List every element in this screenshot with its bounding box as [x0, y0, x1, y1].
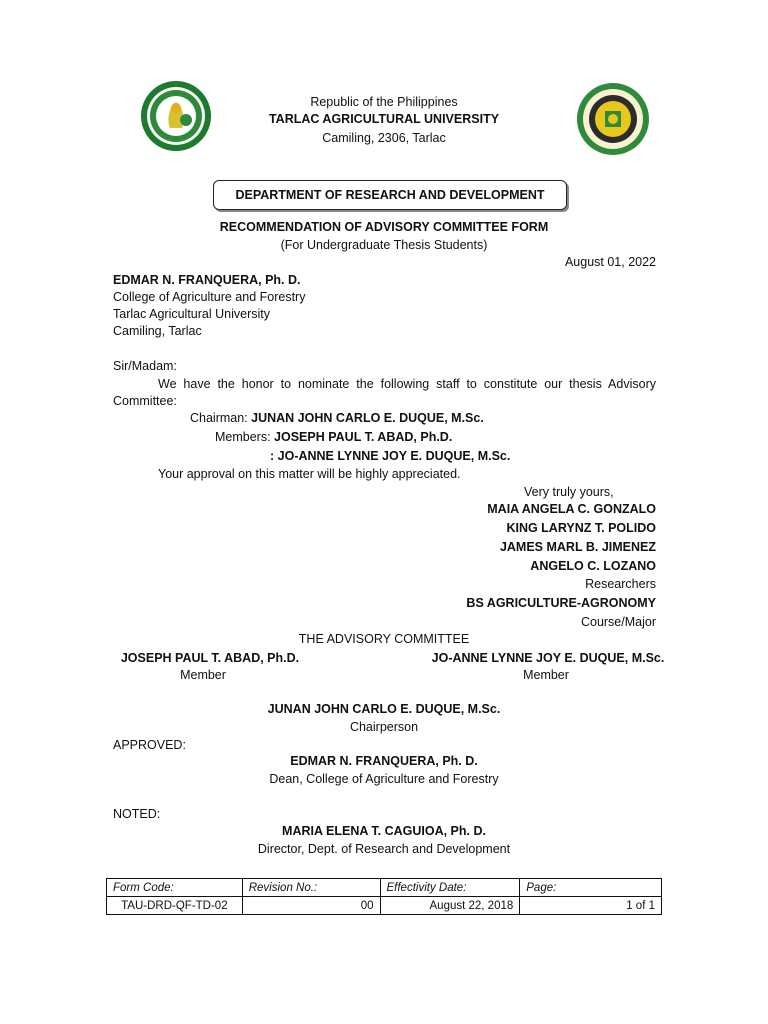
form-code-header: Form Code:	[107, 879, 243, 897]
body-paragraph: We have the honor to nominate the following staff to constitute our thesis Advisory	[158, 377, 656, 391]
department-box: DEPARTMENT OF RESEARCH AND DEVELOPMENT	[213, 180, 567, 210]
recipient-name: EDMAR N. FRANQUERA, Ph. D.	[113, 273, 301, 287]
committee-heading: THE ADVISORY COMMITTEE	[298, 632, 470, 646]
table-header-row	[107, 879, 662, 897]
committee-member-left-label: Member	[180, 668, 226, 682]
researcher-2: KING LARYNZ T. POLIDO	[506, 521, 656, 535]
member-2-name: JO-ANNE LYNNE JOY E. DUQUE, M.Sc.	[277, 449, 511, 463]
researchers-label: Researchers	[585, 577, 656, 591]
revision-value: 00	[242, 897, 380, 915]
header-republic: Republic of the Philippines	[310, 95, 458, 109]
page-value: 1 of 1	[520, 897, 662, 915]
approved-title: Dean, College of Agriculture and Forestry	[269, 772, 499, 786]
researcher-4: ANGELO C. LOZANO	[530, 559, 656, 573]
approved-label: APPROVED:	[113, 738, 186, 752]
members-label: Members:	[215, 430, 275, 444]
researcher-3: JAMES MARL B. JIMENEZ	[499, 540, 656, 554]
letter-date: August 01, 2022	[564, 255, 656, 269]
member-1-name: JOSEPH PAUL T. ABAD, Ph.D.	[274, 430, 453, 444]
form-subtitle: (For Undergraduate Thesis Students)	[280, 238, 488, 252]
member-2-line	[270, 449, 510, 463]
recipient-university: Tarlac Agricultural University	[113, 307, 270, 321]
committee-member-right-label: Member	[523, 668, 569, 682]
body-paragraph-cont: Committee:	[113, 394, 177, 408]
table-row	[107, 897, 662, 915]
header-university: TARLAC AGRICULTURAL UNIVERSITY	[268, 112, 500, 126]
chairman-name: JUNAN JOHN CARLO E. DUQUE, M.Sc.	[251, 411, 484, 425]
chairman-line	[190, 411, 484, 425]
form-code-value: TAU-DRD-QF-TD-02	[107, 897, 243, 915]
researcher-1: MAIA ANGELA C. GONZALO	[487, 502, 656, 516]
revision-header: Revision No.:	[242, 879, 380, 897]
chairman-label: Chairman:	[190, 411, 252, 425]
header-address: Camiling, 2306, Tarlac	[322, 131, 446, 145]
members-line	[215, 430, 452, 444]
form-info-table	[106, 878, 662, 915]
committee-chair-label: Chairperson	[349, 720, 419, 734]
closing-paragraph: Your approval on this matter will be highly appreciated.	[158, 467, 461, 481]
effectivity-value: August 22, 2018	[380, 897, 520, 915]
course-label: Course/Major	[580, 615, 656, 629]
committee-chair: JUNAN JOHN CARLO E. DUQUE, M.Sc.	[267, 702, 501, 716]
committee-member-right: JO-ANNE LYNNE JOY E. DUQUE, M.Sc.	[431, 651, 665, 665]
page-header: Page:	[520, 879, 662, 897]
closing-phrase: Very truly yours,	[524, 485, 614, 499]
noted-label: NOTED:	[113, 807, 161, 821]
noted-name: MARIA ELENA T. CAGUIOA, Ph. D.	[282, 824, 486, 838]
course-name: BS AGRICULTURE-AGRONOMY	[466, 596, 656, 610]
member-2-prefix: :	[270, 449, 278, 463]
form-title: RECOMMENDATION OF ADVISORY COMMITTEE FORM	[219, 220, 549, 234]
effectivity-header: Effectivity Date:	[380, 879, 520, 897]
approved-name: EDMAR N. FRANQUERA, Ph. D.	[290, 754, 478, 768]
recipient-address: Camiling, Tarlac	[113, 324, 202, 338]
recipient-college: College of Agriculture and Forestry	[113, 290, 306, 304]
committee-member-left: JOSEPH PAUL T. ABAD, Ph.D.	[120, 651, 300, 665]
salutation: Sir/Madam:	[113, 359, 177, 373]
noted-title: Director, Dept. of Research and Development	[257, 842, 511, 856]
